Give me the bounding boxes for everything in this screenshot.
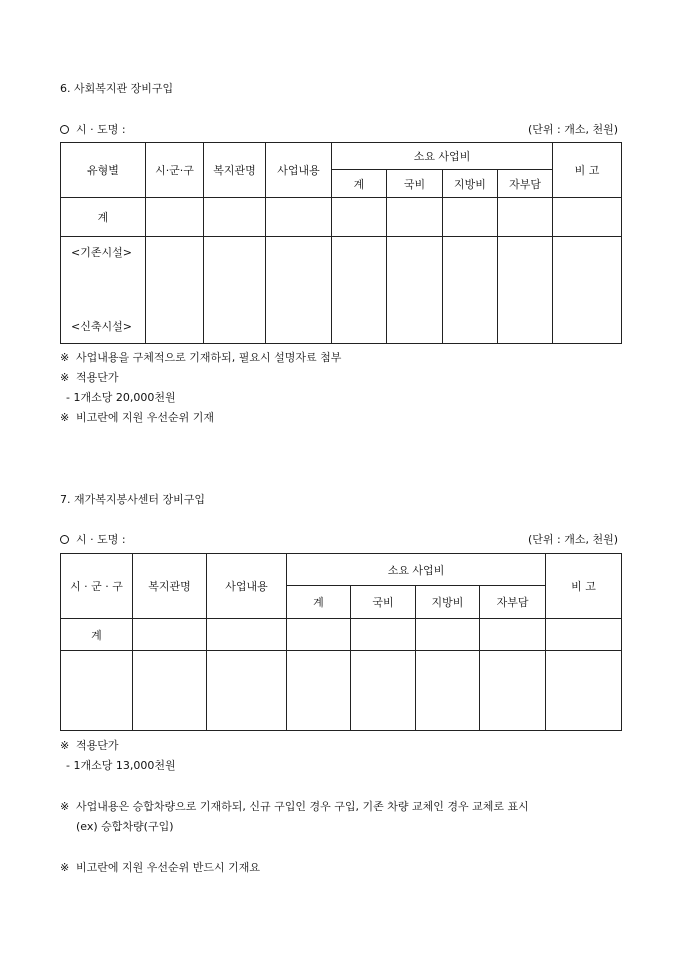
header-national: 국비	[351, 586, 416, 619]
note-line	[60, 348, 341, 368]
table-cell	[204, 198, 266, 237]
note-text: 사업내용을 구체적으로 기재하되, 필요시 설명자료 첨부	[76, 351, 342, 364]
section7-region-label: 시 · 도명 :	[76, 533, 126, 546]
row-new-label: <신축시설>	[71, 320, 132, 333]
reference-mark-icon: ※	[60, 411, 70, 424]
reference-mark-icon: ※	[60, 351, 70, 364]
table-cell	[146, 237, 204, 344]
header-region: 시·군·구	[146, 143, 204, 198]
header-local: 지방비	[416, 586, 480, 619]
table-cell	[443, 198, 498, 237]
table-cell	[498, 237, 553, 344]
table-cell	[207, 619, 287, 651]
table-cell	[480, 651, 546, 731]
table-cell	[146, 198, 204, 237]
section7-table	[60, 553, 622, 731]
section7-notes-a	[60, 736, 176, 776]
table-cell	[416, 651, 480, 731]
section7-region-line	[60, 531, 126, 547]
row-existing-label: <기존시설>	[71, 246, 132, 259]
row-total-label: 계	[61, 619, 133, 651]
header-type: 유형별	[61, 143, 146, 198]
header-remarks: 비 고	[553, 143, 622, 198]
reference-mark-icon: ※	[60, 371, 70, 384]
row-facility-types	[61, 237, 146, 344]
section7-unit: (단위 : 개소, 천원)	[527, 533, 618, 546]
section6-region-line	[60, 121, 126, 137]
section6-region-label: 시 · 도명 :	[76, 123, 126, 136]
reference-mark-icon: ※	[60, 800, 70, 813]
header-region: 시 · 군 · 구	[61, 554, 133, 619]
header-total: 계	[287, 586, 351, 619]
header-cost: 소요 사업비	[287, 554, 546, 586]
table-cell	[133, 651, 207, 731]
table-cell	[387, 237, 443, 344]
note-text: 적용단가	[76, 371, 119, 384]
table-cell	[266, 237, 332, 344]
table-cell	[207, 651, 287, 731]
table-cell	[416, 619, 480, 651]
section6-heading: 6. 사회복지관 장비구입	[60, 82, 174, 95]
row-total-label: 계	[61, 198, 146, 237]
table-cell	[351, 651, 416, 731]
header-self: 자부담	[480, 586, 546, 619]
note-text: 사업내용은 승합차량으로 기재하되, 신규 구입인 경우 구입, 기존 차량 교체인 경우 교체로 표시	[76, 800, 529, 813]
table-cell	[546, 651, 622, 731]
reference-mark-icon: ※	[60, 739, 70, 752]
table-cell	[498, 198, 553, 237]
header-content: 사업내용	[266, 143, 332, 198]
table-cell	[351, 619, 416, 651]
header-facility: 복지관명	[133, 554, 207, 619]
table-cell	[266, 198, 332, 237]
header-local: 지방비	[443, 170, 498, 198]
section7-notes-c	[60, 858, 260, 878]
note-text: 비고란에 지원 우선순위 기재	[76, 411, 215, 424]
table-cell	[133, 619, 207, 651]
header-self: 자부담	[498, 170, 553, 198]
header-content: 사업내용	[207, 554, 287, 619]
section7-notes-b	[60, 797, 529, 837]
note-text: - 1개소당 13,000천원	[66, 759, 176, 772]
table-cell	[443, 237, 498, 344]
note-line	[60, 736, 176, 756]
bullet-circle-icon	[60, 535, 69, 544]
note-text: 적용단가	[76, 739, 119, 752]
table-cell	[387, 198, 443, 237]
note-line	[60, 368, 341, 388]
table-cell	[546, 619, 622, 651]
note-line	[60, 858, 260, 878]
reference-mark-icon: ※	[60, 861, 70, 874]
header-facility: 복지관명	[204, 143, 266, 198]
header-total: 계	[332, 170, 387, 198]
header-cost: 소요 사업비	[332, 143, 553, 170]
header-remarks: 비 고	[546, 554, 622, 619]
table-cell	[480, 619, 546, 651]
table-cell	[204, 237, 266, 344]
note-text: - 1개소당 20,000천원	[66, 391, 176, 404]
note-line	[60, 797, 529, 817]
table-cell	[332, 198, 387, 237]
section7-heading: 7. 재가복지봉사센터 장비구입	[60, 493, 205, 506]
note-text: (ex) 승합차량(구입)	[76, 820, 174, 833]
section6-table	[60, 142, 622, 344]
table-cell	[287, 651, 351, 731]
header-national: 국비	[387, 170, 443, 198]
note-line	[60, 408, 341, 428]
section6-unit: (단위 : 개소, 천원)	[527, 123, 618, 136]
table-cell	[332, 237, 387, 344]
table-cell	[553, 237, 622, 344]
table-cell	[553, 198, 622, 237]
note-text: 비고란에 지원 우선순위 반드시 기재요	[76, 861, 261, 874]
section6-notes	[60, 348, 341, 428]
table-cell	[61, 651, 133, 731]
bullet-circle-icon	[60, 125, 69, 134]
table-cell	[287, 619, 351, 651]
